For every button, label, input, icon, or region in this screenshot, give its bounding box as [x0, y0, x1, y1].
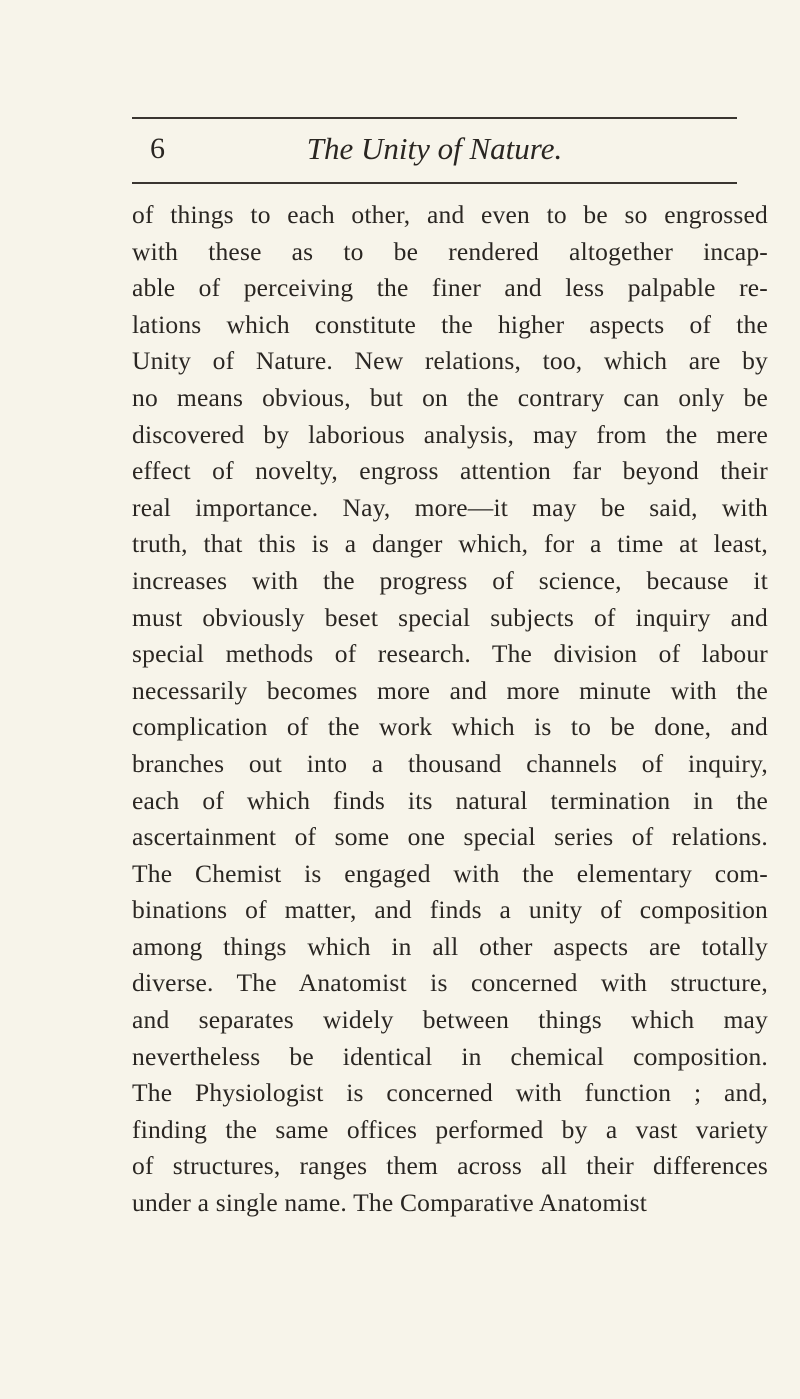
text-line: nevertheless be identical in chemical composition. — [132, 1041, 768, 1071]
text-line: ascertainment of some one special series of relations. — [132, 822, 768, 852]
text-line: must obviously beset special subjects of inquiry and — [132, 602, 768, 632]
text-line: lations which constitute the higher aspects of the — [132, 309, 768, 339]
text-line: of structures, ranges them across all their differences — [132, 1151, 768, 1181]
text-line: Unity of Nature. New relations, too, which are by — [132, 346, 768, 376]
text-line: truth, that this is a danger which, for a time at least, — [132, 529, 768, 559]
text-line: of things to each other, and even to be so engrossed — [132, 200, 768, 229]
text-line: finding the same offices performed by a vast variety — [132, 1114, 768, 1144]
text-line: under a single name. The Comparative Anatomist — [132, 1188, 648, 1218]
text-line: able of perceiving the finer and less palpable re- — [132, 273, 768, 303]
text-line: complication of the work which is to be done, and — [132, 712, 768, 742]
header-top-rule — [132, 117, 737, 119]
text-line: necessarily becomes more and more minute with the — [132, 675, 768, 705]
text-line: binations of matter, and finds a unity of composition — [132, 895, 768, 925]
text-line: with these as to be rendered altogether incap- — [132, 236, 768, 266]
text-line: discovered by laborious analysis, may from the mere — [132, 419, 768, 449]
text-line: diverse. The Anatomist is concerned with structure, — [132, 968, 768, 998]
text-line: special methods of research. The division of labour — [132, 639, 768, 669]
text-line: increases with the progress of science, because it — [132, 565, 768, 595]
text-line: each of which finds its natural termination in the — [132, 785, 768, 815]
running-header — [132, 125, 737, 173]
text-line: among things which in all other aspects are totally — [132, 931, 768, 961]
text-line: The Physiologist is concerned with function ; and, — [132, 1078, 768, 1108]
header-bottom-rule — [132, 182, 737, 184]
running-title: The Unity of Nature. — [306, 131, 563, 166]
text-line: The Chemist is engaged with the elementary com- — [132, 858, 768, 888]
text-line: branches out into a thousand channels of inquiry, — [132, 748, 768, 778]
text-line: effect of novelty, engross attention far beyond their — [132, 456, 768, 486]
body-text — [132, 197, 772, 1222]
text-line: no means obvious, but on the contrary can only be — [132, 382, 768, 412]
text-line: and separates widely between things which may — [132, 1005, 768, 1035]
page-number: 6 — [150, 132, 165, 165]
text-line: real importance. Nay, more—it may be said, with — [132, 492, 768, 522]
